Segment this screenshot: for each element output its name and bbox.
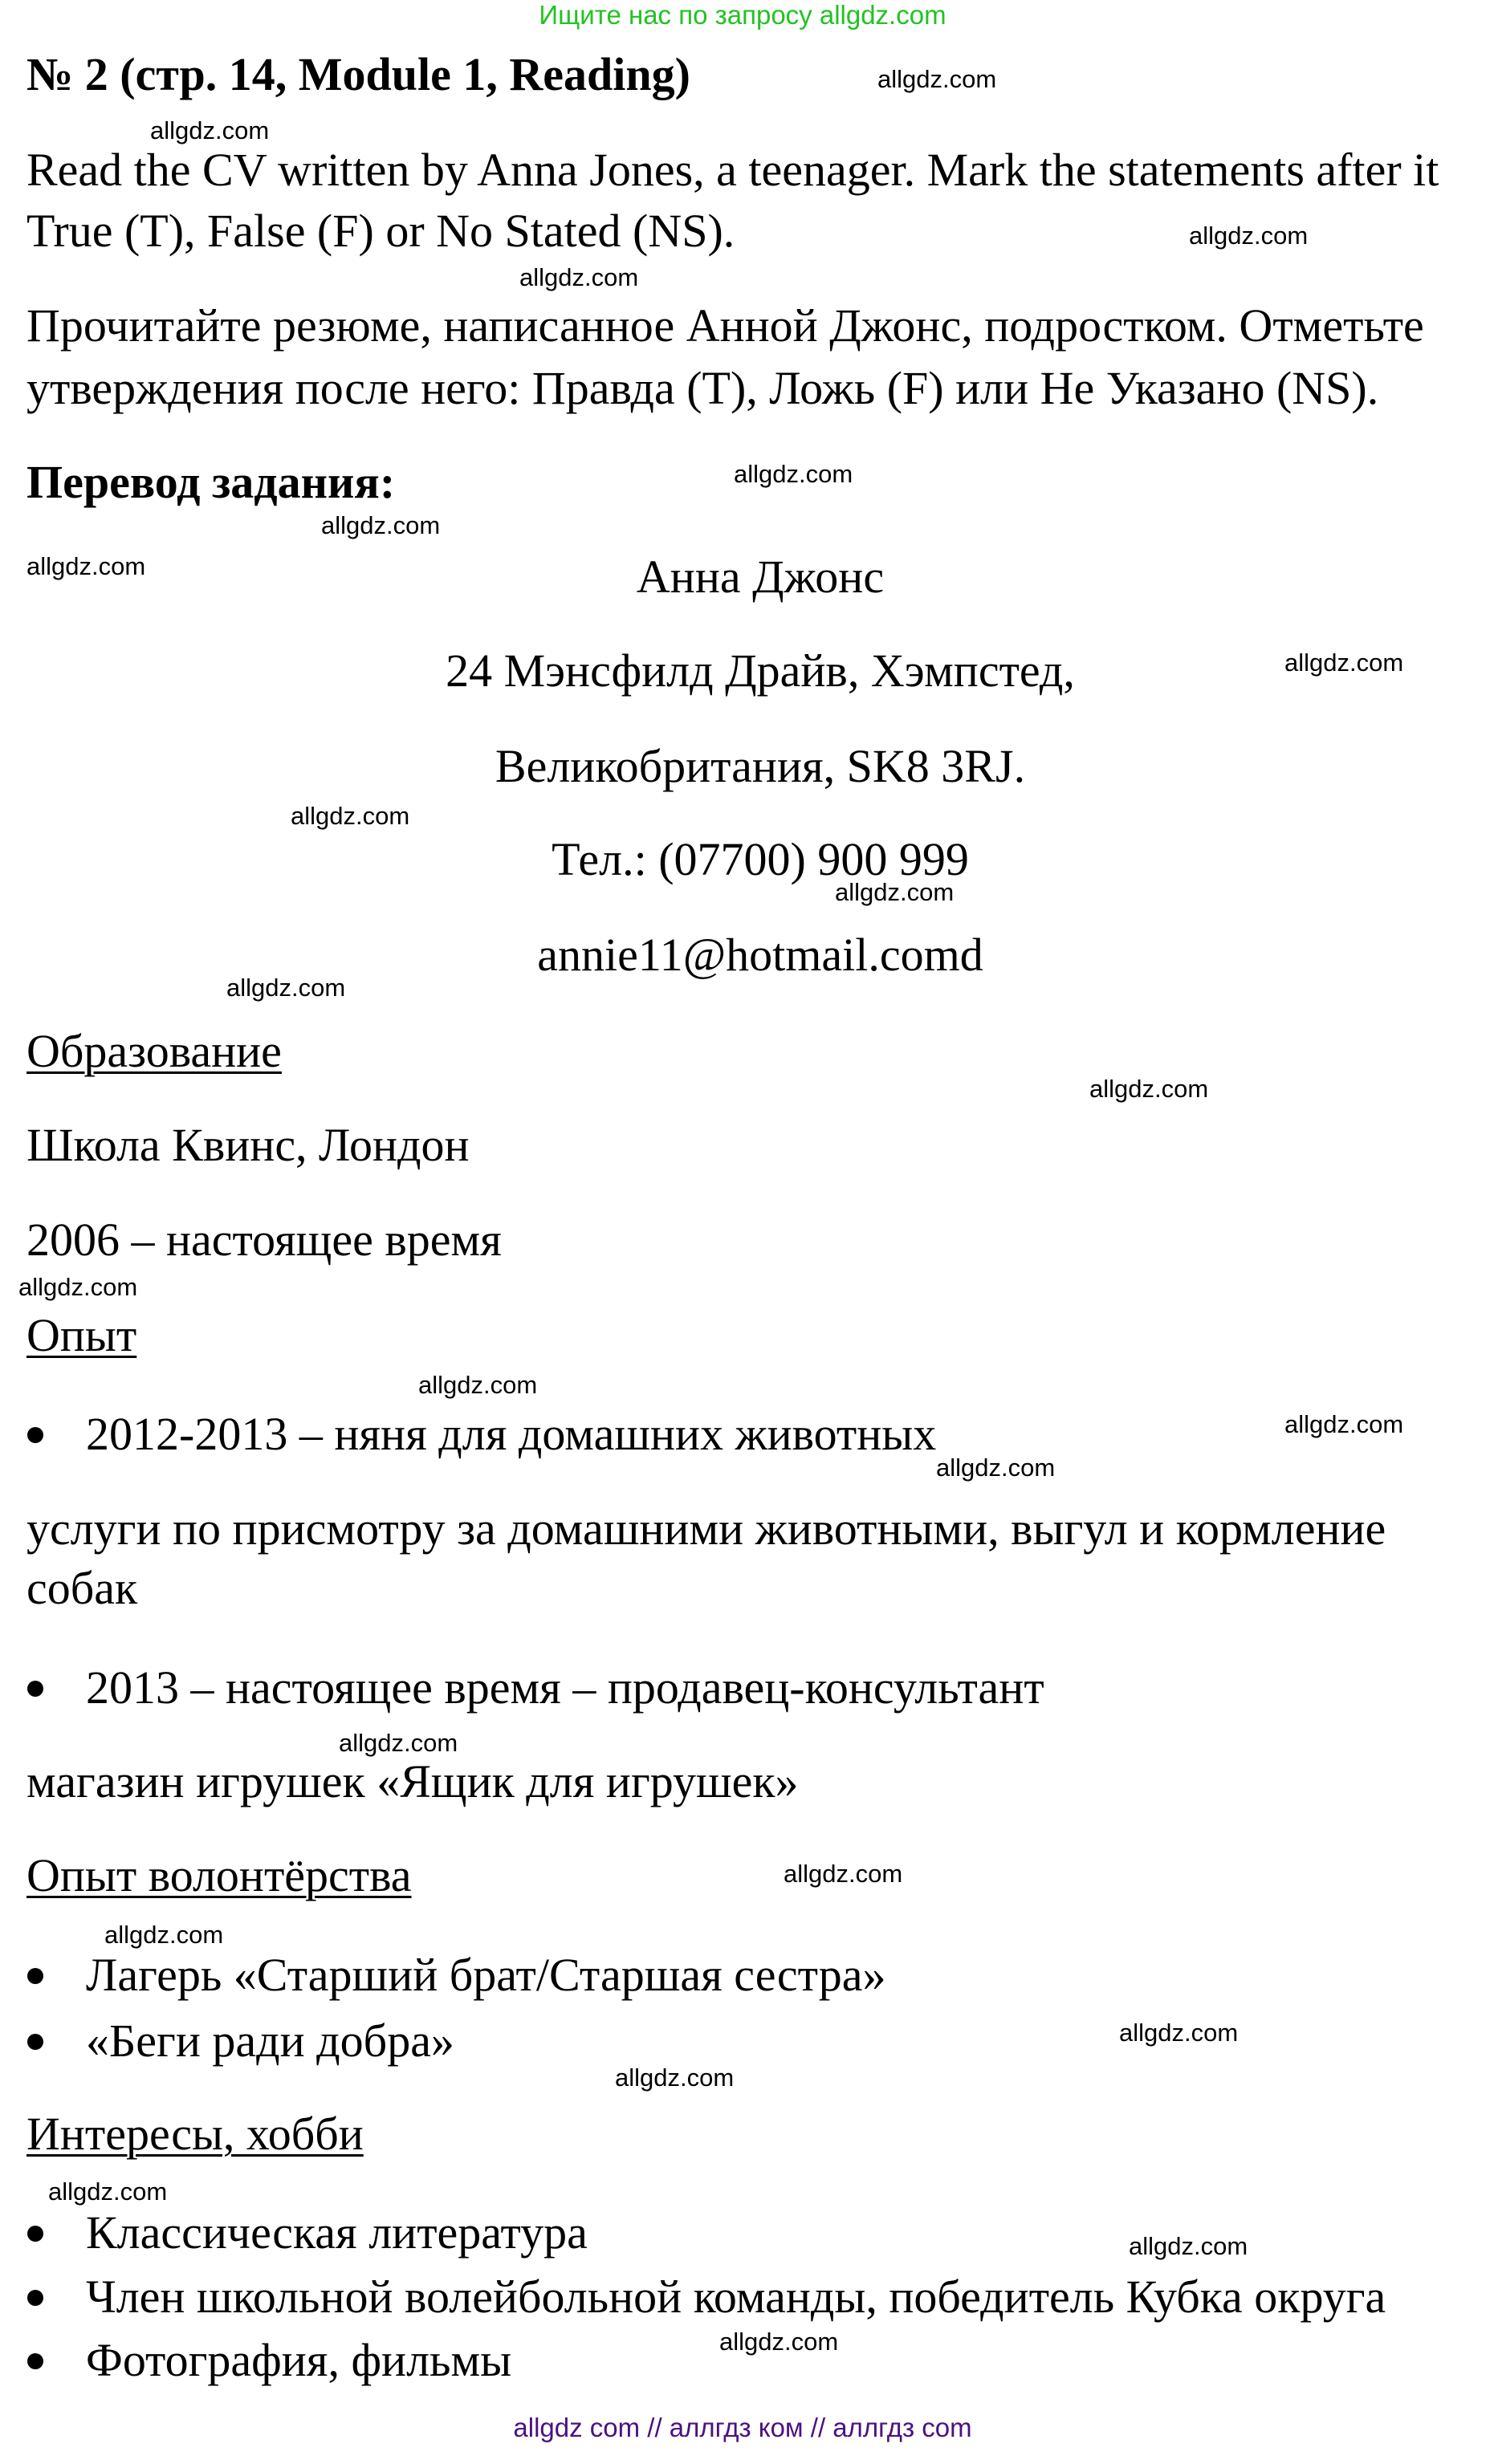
- interest-item: Классическая литература: [86, 2206, 588, 2259]
- watermark: allgdz.com: [1119, 2019, 1239, 2047]
- volunteer-heading: Опыт волонтёрства: [26, 1849, 412, 1901]
- volunteer-item: Лагерь «Старший брат/Старшая сестра»: [86, 1949, 886, 2001]
- job-1: 2012-2013 – няня для домашних животных: [86, 1408, 937, 1460]
- watermark: allgdz.com: [18, 1273, 138, 1301]
- watermark: allgdz.com: [877, 65, 997, 93]
- watermark: allgdz.com: [48, 2177, 168, 2206]
- watermark: allgdz.com: [321, 511, 441, 539]
- experience-heading: Опыт: [26, 1309, 137, 1361]
- job-2-desc: магазин игрушек «Ящик для игрушек»: [26, 1755, 799, 1807]
- watermark: allgdz.com: [734, 460, 853, 488]
- job-2: 2013 – настоящее время – продавец-консультант: [86, 1661, 1044, 1714]
- cv-name: Анна Джонс: [636, 551, 885, 603]
- watermark: allgdz.com: [150, 116, 270, 144]
- school: Школа Квинс, Лондон: [26, 1119, 470, 1171]
- watermark: allgdz.com: [835, 878, 955, 906]
- interest-item: Фотография, фильмы: [86, 2334, 512, 2386]
- watermark: allgdz.com: [1189, 222, 1309, 250]
- volunteer-item: «Беги ради добра»: [86, 2015, 454, 2067]
- job-1-desc-2: собак: [26, 1562, 138, 1614]
- interest-item: Член школьной волейбольной команды, победитель Кубка округа: [86, 2271, 1386, 2323]
- watermark: allgdz.com: [104, 1921, 224, 1949]
- task-ru-line-2: утверждения после него: Правда (T), Ложь (F) или Не Указано (NS).: [26, 362, 1379, 414]
- interests-heading: Интересы, хобби: [26, 2108, 364, 2160]
- bullet-icon: [27, 2034, 43, 2050]
- search-banner: Ищите нас по запросу allgdz.com: [539, 0, 946, 30]
- bullet-icon: [27, 2353, 43, 2369]
- watermark: allgdz.com: [26, 552, 146, 580]
- translation-heading: Перевод задания:: [26, 456, 396, 508]
- watermark: allgdz.com: [784, 1860, 903, 1888]
- watermark: allgdz.com: [291, 802, 410, 830]
- watermark: allgdz.com: [719, 2328, 839, 2356]
- task-en-line-2: True (T), False (F) or No Stated (NS).: [26, 205, 735, 257]
- education-heading: Образование: [26, 1025, 282, 1077]
- cv-phone: Тел.: (07700) 900 999: [552, 833, 969, 885]
- bullet-icon: [27, 1681, 43, 1697]
- watermark: allgdz.com: [519, 263, 639, 291]
- watermark: allgdz.com: [615, 2063, 735, 2092]
- page-title: № 2 (стр. 14, Module 1, Reading): [26, 48, 690, 100]
- watermark: allgdz.com: [1284, 1410, 1404, 1438]
- task-ru-line-1: Прочитайте резюме, написанное Анной Джонс, подростком. Отметьте: [26, 299, 1424, 352]
- cv-email: annie11@hotmail.comd: [537, 929, 983, 981]
- school-years: 2006 – настоящее время: [26, 1214, 502, 1266]
- task-en-line-1: Read the CV written by Anna Jones, a teenager. Mark the statements after it: [26, 144, 1439, 196]
- watermark: allgdz.com: [339, 1729, 458, 1757]
- cv-address-1: 24 Мэнсфилд Драйв, Хэмпстед,: [446, 644, 1075, 697]
- cv-address-2: Великобритания, SK8 3RJ.: [495, 740, 1026, 792]
- watermark: allgdz.com: [1089, 1075, 1209, 1103]
- bullet-icon: [27, 2226, 43, 2242]
- bullet-icon: [27, 1968, 43, 1984]
- footer-watermark: allgdz com // аллгдз ком // аллгдз com: [513, 2413, 972, 2442]
- watermark: allgdz.com: [1129, 2232, 1248, 2260]
- watermark: allgdz.com: [1284, 649, 1404, 677]
- bullet-icon: [27, 2290, 43, 2306]
- bullet-icon: [27, 1427, 43, 1443]
- watermark: allgdz.com: [936, 1454, 1056, 1482]
- watermark: allgdz.com: [226, 974, 346, 1002]
- watermark: allgdz.com: [418, 1371, 538, 1399]
- job-1-desc-1: услуги по присмотру за домашними животными, выгул и кормление: [26, 1502, 1386, 1555]
